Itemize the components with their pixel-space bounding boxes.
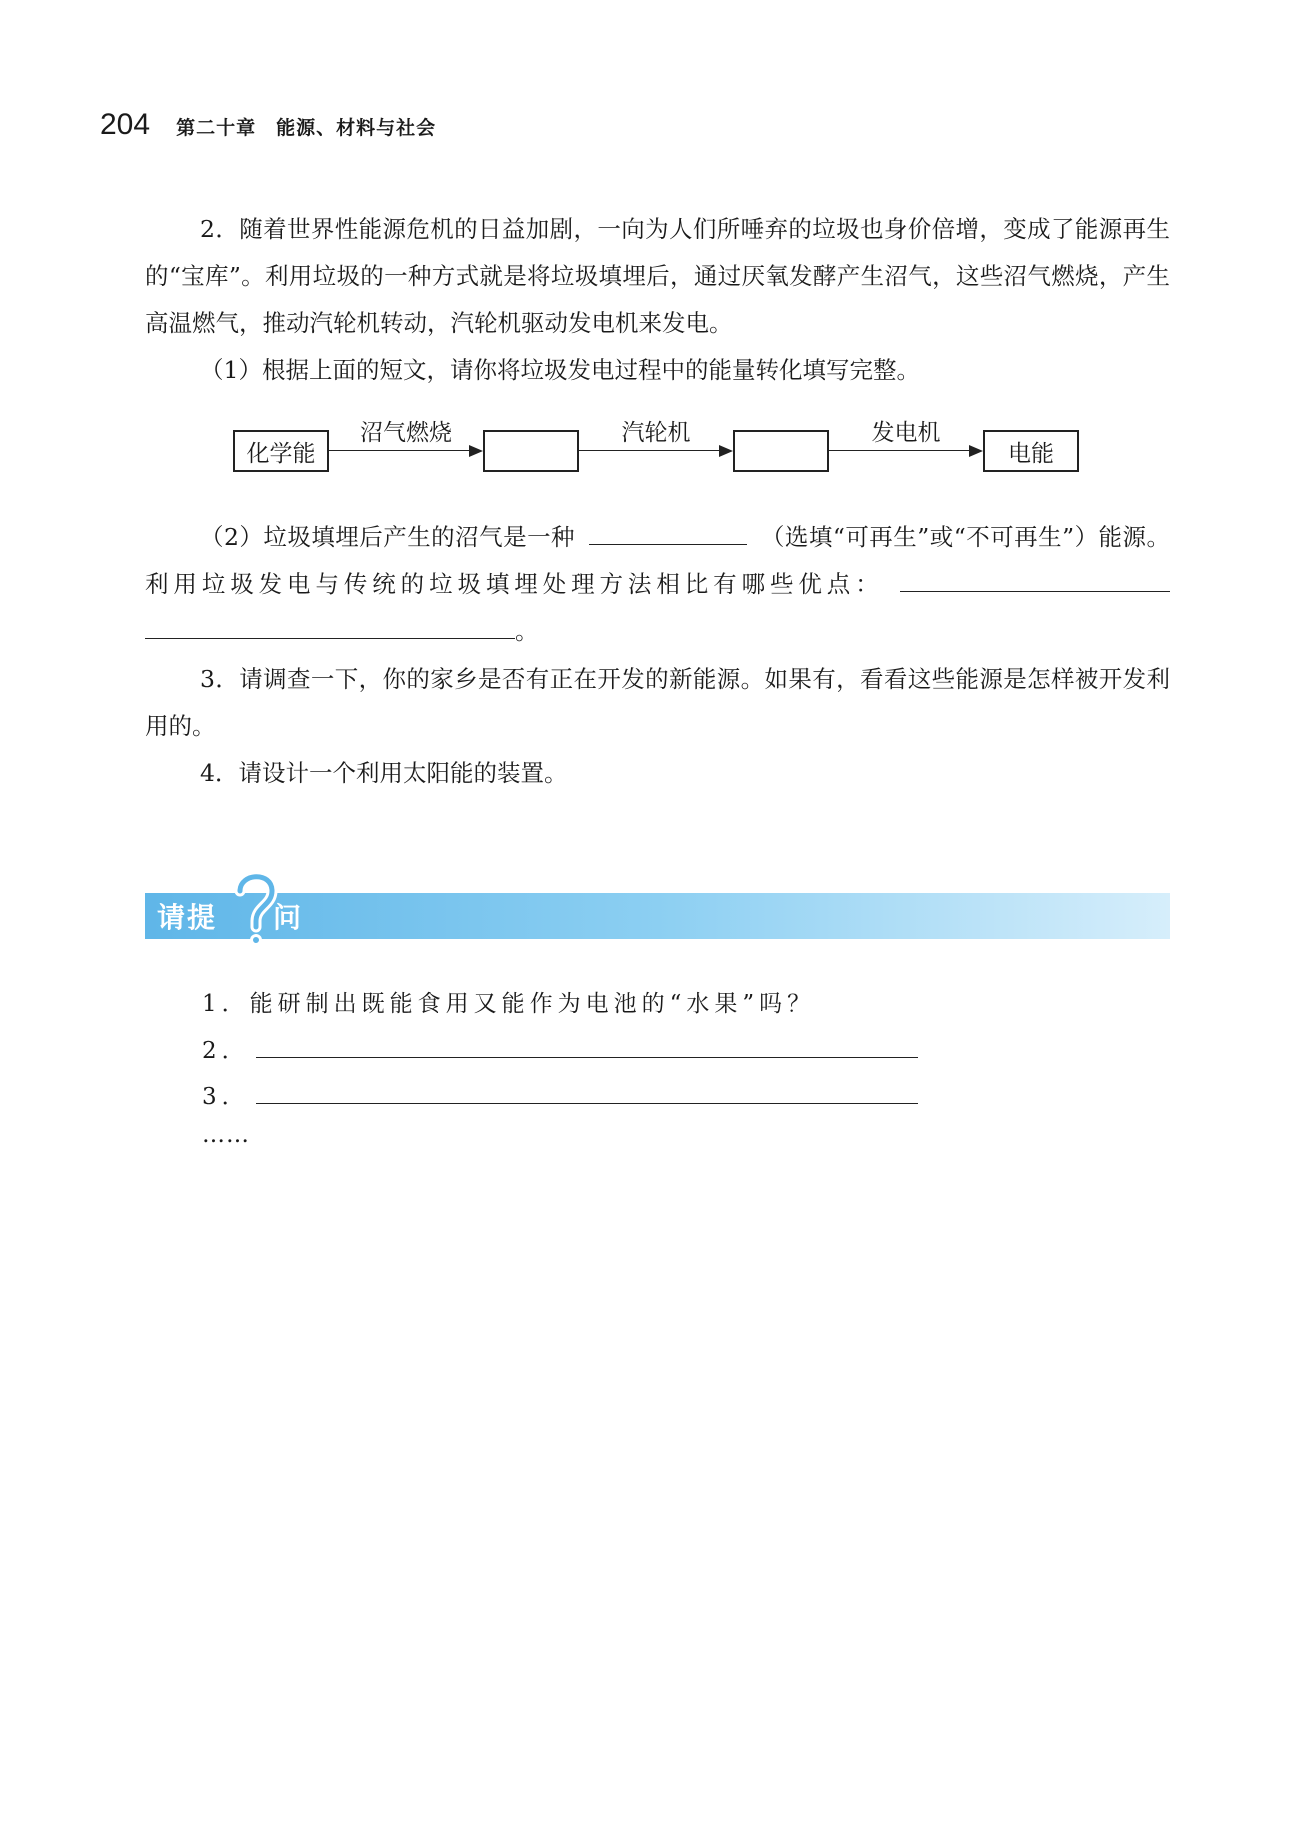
chemical-energy-box: 化学能 [233,430,329,472]
page-number: 204 [100,108,151,141]
part-2-text-a: （2）垃圾填埋后产生的沼气是一种 [200,523,576,551]
advantages-answer-blank-2[interactable] [145,612,515,639]
arrow-1-line [329,450,469,451]
chapter-title: 第二十章 能源、材料与社会 [176,117,437,139]
arrow-1-label: 沼气燃烧 [360,420,452,446]
page-header [100,108,436,142]
question-4: 4．请设计一个利用太阳能的装置。 [200,759,568,787]
part-2-end: 。 [515,617,539,645]
blank-box-1[interactable] [483,430,579,472]
question-mark-icon [232,865,278,949]
ask-item-2-blank[interactable] [256,1033,918,1058]
renewable-answer-blank[interactable] [589,518,747,545]
arrow-2-line [579,450,719,451]
question-2-part-1: （1）根据上面的短文，请你将垃圾发电过程中的能量转化填写完整。 [200,356,920,384]
arrow-3-line [829,450,969,451]
ask-item-2-number: 2． [202,1038,250,1064]
question-3: 3．请调查一下，你的家乡是否有正在开发的新能源。如果有，看看这些能源是怎样被开发利用的。 [145,665,1170,740]
energy-conversion-diagram [233,420,1083,475]
arrow-3-label: 发电机 [871,420,941,446]
part-2-text-b: （选填“可再生”或“不可再生”）能源。利用垃圾发电与传统的垃圾填埋处理方法相比有哪些优点： [145,523,1170,598]
advantages-answer-blank[interactable] [900,565,1170,592]
ask-ellipsis: …… [202,1122,250,1148]
ask-item-3-blank[interactable] [256,1079,918,1104]
ask-item-3 [202,1078,918,1111]
ask-item-3-number: 3． [202,1084,250,1110]
question-2-part-2 [145,514,1170,655]
blank-box-2[interactable] [733,430,829,472]
arrow-2-label: 汽轮机 [621,420,691,446]
question-2-text: 2．随着世界性能源危机的日益加剧，一向为人们所唾弃的垃圾也身价倍增，变成了能源再生的“宝库”。利用垃圾的一种方式就是将垃圾填埋后，通过厌氧发酵产生沼气，这些沼气燃烧，产生高温燃气，推动汽轮机转动，汽轮机驱动发电机来发电。 [145,215,1170,337]
electric-energy-box: 电能 [983,430,1079,472]
ask-item-2 [202,1032,918,1065]
banner-title-part-1: 请提 [157,901,218,934]
ask-item-1: 1．能研制出既能食用又能作为电池的“水果”吗？ [202,991,816,1017]
ask-questions-banner [145,893,1170,939]
banner-title-part-2: 问 [273,901,304,934]
